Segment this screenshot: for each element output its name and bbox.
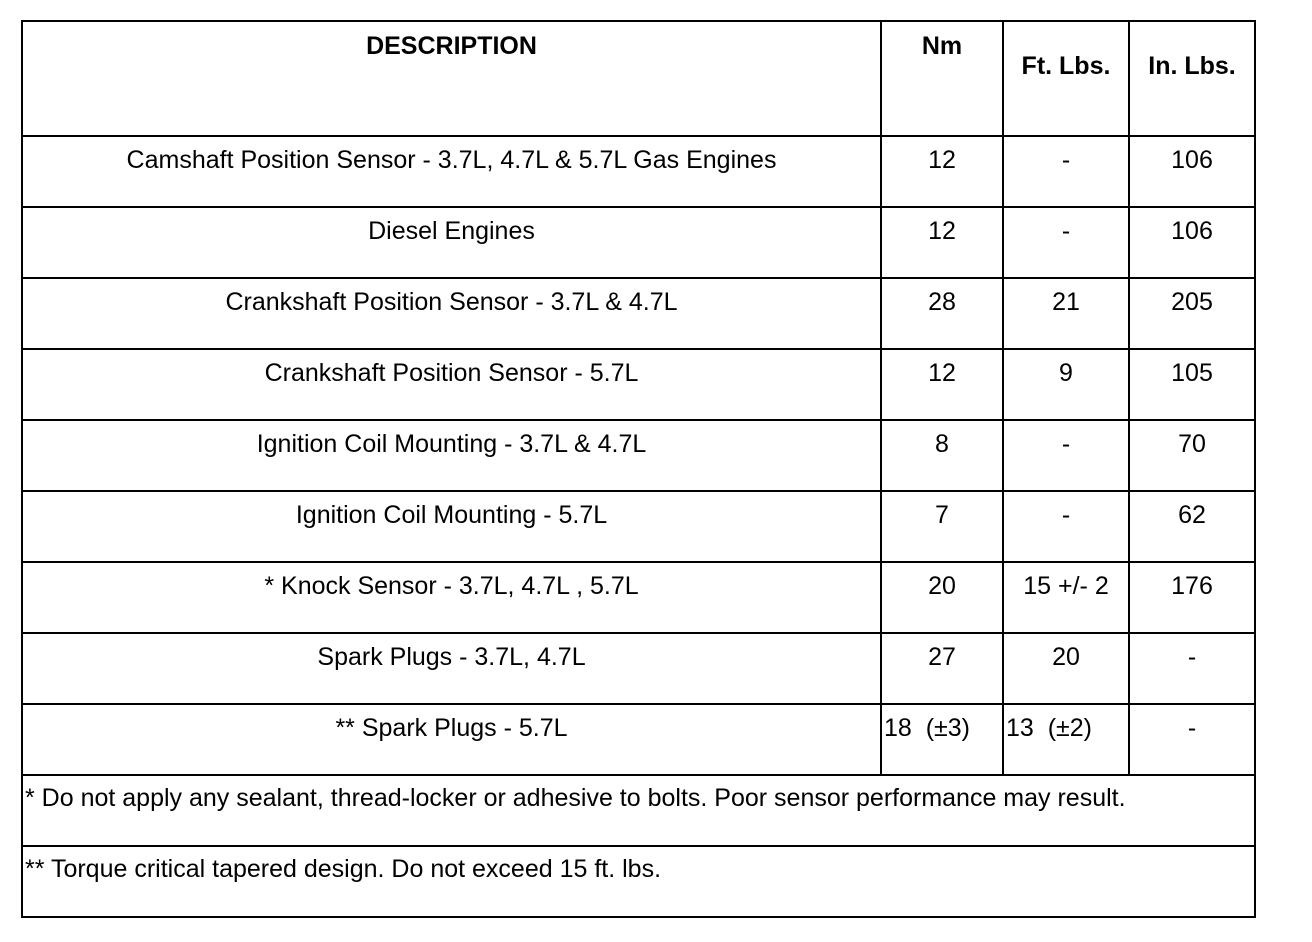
table-row — [22, 136, 1255, 207]
table-row — [22, 420, 1255, 491]
description-cell: Diesel Engines — [22, 207, 881, 278]
in-lbs-cell: 105 — [1129, 349, 1255, 420]
in-lbs-cell: - — [1129, 704, 1255, 775]
description-cell: Ignition Coil Mounting - 3.7L & 4.7L — [22, 420, 881, 491]
in-lbs-cell: 62 — [1129, 491, 1255, 562]
nm-cell: 20 — [881, 562, 1003, 633]
nm-cell: 12 — [881, 136, 1003, 207]
table-row — [22, 704, 1255, 775]
header-nm: Nm — [881, 21, 1003, 136]
in-lbs-cell: 176 — [1129, 562, 1255, 633]
ft-lbs-cell: - — [1003, 136, 1129, 207]
in-lbs-cell: - — [1129, 633, 1255, 704]
ft-lbs-cell: 21 — [1003, 278, 1129, 349]
table-row — [22, 562, 1255, 633]
table-row — [22, 207, 1255, 278]
description-cell: Ignition Coil Mounting - 5.7L — [22, 491, 881, 562]
table-row — [22, 491, 1255, 562]
footnote-torque-critical: ** Torque critical tapered design. Do not exceed 15 ft. lbs. — [22, 846, 1255, 917]
description-cell: Spark Plugs - 3.7L, 4.7L — [22, 633, 881, 704]
footnote-row — [22, 775, 1255, 846]
nm-cell: 28 — [881, 278, 1003, 349]
description-cell: Crankshaft Position Sensor - 3.7L & 4.7L — [22, 278, 881, 349]
nm-cell: 12 — [881, 349, 1003, 420]
description-cell: Camshaft Position Sensor - 3.7L, 4.7L & 5.7L Gas Engines — [22, 136, 881, 207]
description-cell: ** Spark Plugs - 5.7L — [22, 704, 881, 775]
table-row — [22, 633, 1255, 704]
nm-cell: 12 — [881, 207, 1003, 278]
nm-cell: 8 — [881, 420, 1003, 491]
nm-cell: 27 — [881, 633, 1003, 704]
in-lbs-cell: 205 — [1129, 278, 1255, 349]
header-row — [22, 21, 1255, 136]
ft-lbs-cell: - — [1003, 420, 1129, 491]
ft-lbs-cell: - — [1003, 491, 1129, 562]
header-ft-lbs: Ft. Lbs. — [1003, 21, 1129, 136]
ft-lbs-cell: 15 +/- 2 — [1003, 562, 1129, 633]
table-row — [22, 278, 1255, 349]
nm-cell: 18 (±3) — [881, 704, 1003, 775]
footnote-sealant: * Do not apply any sealant, thread-locker or adhesive to bolts. Poor sensor performance may result. — [22, 775, 1255, 846]
description-cell: Crankshaft Position Sensor - 5.7L — [22, 349, 881, 420]
nm-cell: 7 — [881, 491, 1003, 562]
table-row — [22, 349, 1255, 420]
ft-lbs-cell: 20 — [1003, 633, 1129, 704]
ft-lbs-cell: 13 (±2) — [1003, 704, 1129, 775]
in-lbs-cell: 70 — [1129, 420, 1255, 491]
description-cell: * Knock Sensor - 3.7L, 4.7L , 5.7L — [22, 562, 881, 633]
header-in-lbs: In. Lbs. — [1129, 21, 1255, 136]
ft-lbs-cell: 9 — [1003, 349, 1129, 420]
ft-lbs-cell: - — [1003, 207, 1129, 278]
in-lbs-cell: 106 — [1129, 207, 1255, 278]
header-description: DESCRIPTION — [22, 21, 881, 136]
footnote-row — [22, 846, 1255, 917]
torque-spec-table — [21, 20, 1256, 918]
in-lbs-cell: 106 — [1129, 136, 1255, 207]
